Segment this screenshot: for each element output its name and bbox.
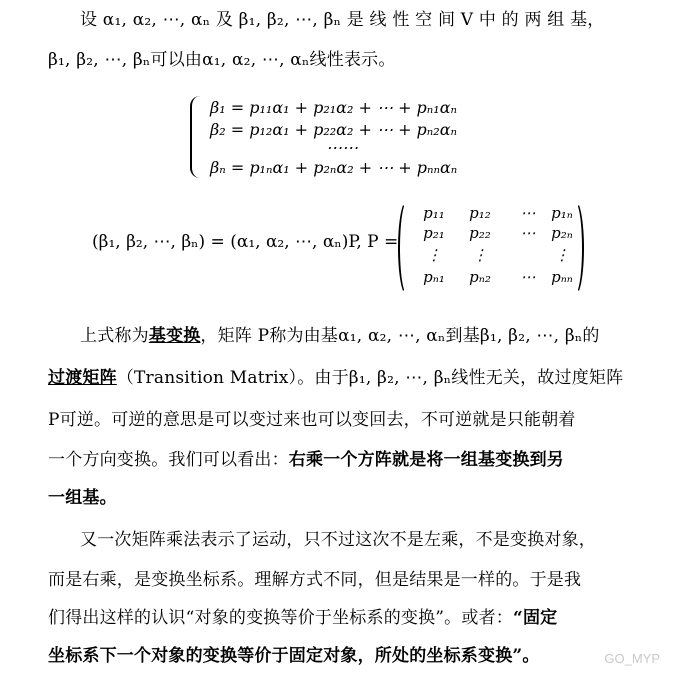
matrix-cell: p₂₂ [469, 224, 491, 242]
watermark: GO_MYP [604, 651, 660, 666]
para1-text: ，矩阵 P称为由基α₁, α₂, ⋯, αₙ到基β₁, β₂, ⋯, βₙ的 [200, 326, 600, 346]
matrix-cell: ⋯ [520, 224, 536, 242]
para2-line-2: 而是右乘，是变换坐标系。理解方式不同，但是结果是一样的。于是我 [48, 570, 582, 590]
para1-text: 上式称为 [80, 326, 149, 346]
equation-n: βₙ = p₁ₙα₁ + p₂ₙα₂ + ⋯ + pₙₙαₙ [210, 158, 458, 177]
para2-text: 们得出这样的认识“对象的变换等价于坐标系的变换”。或者： [48, 608, 513, 628]
para1-line-1 [80, 324, 650, 348]
equation-ellipsis: ⋯⋯ [326, 138, 358, 157]
matrix-cell: p₂ₙ [551, 224, 573, 242]
term-transition-matrix: 过渡矩阵 [48, 368, 117, 388]
intro-line-1: 设 α₁, α₂, ⋯, αₙ 及 β₁, β₂, ⋯, βₙ 是 线 性 空 间 V 中 的 两 组 基， [80, 10, 605, 30]
term-basis-change: 基变换 [148, 326, 201, 346]
para2-line-4 [48, 644, 650, 668]
para1-text: 一个方向变换。我们可以看出： [48, 450, 289, 470]
para1-line-4 [48, 448, 650, 472]
matrix-cell: ⋮ [472, 246, 488, 264]
matrix-cell: pₙₙ [551, 268, 573, 286]
para2-line-1: 又一次矩阵乘法表示了运动，只不过这次不是左乘，不是变换对象， [80, 530, 596, 550]
matrix-cell: pₙ₁ [423, 268, 445, 286]
matrix-cell: p₁₂ [469, 204, 491, 222]
equation-2: β₂ = p₁₂α₁ + p₂₂α₂ + ⋯ + pₙ₂αₙ [210, 120, 457, 139]
matrix-equation-lhs: (β₁, β₂, ⋯, βₙ) = (α₁, α₂, ⋯, αₙ)P, P = [92, 232, 399, 252]
matrix-cell: ⋮ [554, 246, 570, 264]
matrix-cell: ⋯ [520, 268, 536, 286]
para1-bold-conclusion: 右乘一个方阵就是将一组基变换到另 [288, 450, 565, 470]
para1-text: （Transition Matrix）。由于β₁, β₂, ⋯, βₙ线性无关，故过度矩阵 [116, 368, 624, 388]
para2-bold-quote-start: “固定 [512, 608, 558, 628]
matrix-cell: p₂₁ [423, 224, 445, 242]
intro-line-2: β₁, β₂, ⋯, βₙ可以由α₁, α₂, ⋯, αₙ线性表示。 [48, 50, 396, 70]
matrix-cell: p₁ₙ [551, 204, 573, 222]
matrix-cell: ⋯ [520, 204, 536, 222]
para2-quote-end: ”。 [512, 646, 540, 666]
matrix-cell: p₁₁ [423, 204, 445, 222]
para1-line-2 [48, 366, 650, 390]
matrix-cell: ⋮ [426, 246, 442, 264]
para2-line-3 [48, 606, 650, 630]
equation-1: β₁ = p₁₁α₁ + p₂₁α₂ + ⋯ + pₙ₁αₙ [210, 98, 457, 117]
para1-line-3: P可逆。可逆的意思是可以变过来也可以变回去，不可逆就是只能朝着 [48, 410, 576, 430]
system-brace [190, 96, 202, 178]
para1-line-5: 一组基。 [48, 488, 117, 508]
matrix-cell: pₙ₂ [469, 268, 491, 286]
para2-bold-quote: 坐标系下一个对象的变换等价于固定对象，所处的坐标系变换 [48, 646, 513, 666]
